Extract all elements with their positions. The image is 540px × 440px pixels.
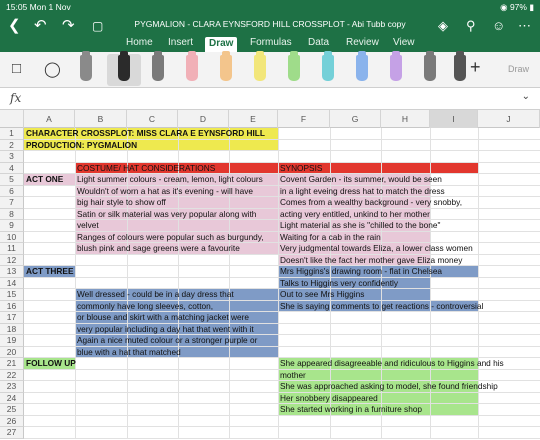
tab-formulas[interactable]: Formulas xyxy=(250,37,292,48)
cell-f14[interactable]: Talks to Higgins very confidently xyxy=(280,277,399,288)
tab-insert[interactable]: Insert xyxy=(168,37,194,48)
cell-f7[interactable]: Comes from a wealthy background - very snobby, xyxy=(280,197,462,207)
row-header-20[interactable]: 20 xyxy=(0,347,24,359)
row-header-22[interactable]: 22 xyxy=(0,370,24,382)
row-header-17[interactable]: 17 xyxy=(0,312,24,324)
cell-f22[interactable]: mother xyxy=(280,369,306,380)
cell-f23[interactable]: She was approached asking to model, she found friendship xyxy=(280,381,498,391)
cell-b6[interactable]: Wouldn't of worn a hat as it's evening - will have xyxy=(77,185,253,196)
row-header-14[interactable]: 14 xyxy=(0,278,24,290)
row-header-21[interactable]: 21 xyxy=(0,358,24,370)
row-header-12[interactable]: 12 xyxy=(0,255,24,267)
cell-b8[interactable]: Satin or silk material was very popular along with xyxy=(77,208,257,219)
tab-view[interactable]: View xyxy=(393,37,415,48)
cell-f15[interactable]: Out to see Mrs Higgins xyxy=(280,289,365,299)
column-header-c[interactable]: C xyxy=(127,110,178,128)
pen-3-icon[interactable] xyxy=(186,55,198,81)
cell-b15[interactable]: Well dressed - could be in a day dress that xyxy=(77,289,234,299)
row-header-25[interactable]: 25 xyxy=(0,404,24,416)
cell-a13[interactable]: ACT THREE xyxy=(26,266,74,276)
pen-10-icon[interactable] xyxy=(424,55,436,81)
row-header-18[interactable]: 18 xyxy=(0,324,24,336)
row-header-1[interactable]: 1 xyxy=(0,128,24,140)
column-header-row xyxy=(0,110,540,128)
ribbon-tabs xyxy=(0,37,540,51)
cell-b11[interactable]: blush pink and sage greens were a favourite xyxy=(77,243,240,253)
cell-b20[interactable]: blue with a hat that matched xyxy=(77,346,181,357)
row-header-7[interactable]: 7 xyxy=(0,197,24,209)
share-icon[interactable]: ☺ xyxy=(492,18,506,33)
cell-b9[interactable]: velvet xyxy=(77,220,99,230)
cell-b16[interactable]: commonly have long sleeves, cotton, xyxy=(77,300,214,311)
cell-f21[interactable]: She appeared disagreeable and ridiculous to Higgins and his xyxy=(280,358,504,368)
column-header-i[interactable]: I xyxy=(430,110,478,128)
pen-7-icon[interactable] xyxy=(322,55,334,81)
row-header-27[interactable]: 27 xyxy=(0,427,24,439)
status-battery: ◉ 97% ▮ xyxy=(500,2,534,12)
tab-draw[interactable]: Draw xyxy=(205,37,237,52)
tab-data[interactable]: Data xyxy=(308,37,330,48)
lasso-select-icon[interactable]: ◯ xyxy=(44,61,61,78)
cell-b19[interactable]: Again a nice muted colour or a stronger purple or xyxy=(77,335,258,345)
cell-f9[interactable]: Light material as she is "chilled to the bone" xyxy=(280,220,441,230)
cell-f5[interactable]: Covent Garden - its summer, would be seen xyxy=(280,174,442,184)
pen-5-icon[interactable] xyxy=(254,55,266,81)
select-all-corner[interactable] xyxy=(0,110,24,128)
row-header-8[interactable]: 8 xyxy=(0,209,24,221)
column-header-j[interactable]: J xyxy=(478,110,540,128)
select-objects-icon[interactable]: □ xyxy=(12,60,22,77)
column-header-d[interactable]: D xyxy=(178,110,229,128)
battery-percent: 97% xyxy=(509,2,527,12)
cell-b18[interactable]: very popular including a day hat that went with it xyxy=(77,323,254,334)
grid-line-horizontal xyxy=(24,426,540,427)
document-title: PYGMALION - CLARA EYNSFORD HILL CROSSPLOT - Abi Tubb copy xyxy=(134,19,406,29)
cell-a21[interactable]: FOLLOW UP xyxy=(26,358,76,368)
grid-body[interactable] xyxy=(0,128,540,440)
row-header-2[interactable]: 2 xyxy=(0,140,24,152)
undo-icon[interactable]: ↶ xyxy=(34,17,47,34)
cell-b5[interactable]: Light summer colours - cream, lemon, light colours xyxy=(77,174,263,184)
cell-a2[interactable]: PRODUCTION: PYGMALION xyxy=(26,139,138,150)
pen-4-icon[interactable] xyxy=(220,55,232,81)
cell-f8[interactable]: acting very entitled, unkind to her mother xyxy=(280,208,430,219)
pen-11-icon[interactable] xyxy=(454,55,466,81)
cell-f16[interactable]: She is saying comments to get reactions - controversial xyxy=(280,300,484,311)
cell-f10[interactable]: Waiting for a cab in the rain xyxy=(280,231,381,242)
row-header-23[interactable]: 23 xyxy=(0,381,24,393)
row-header-16[interactable]: 16 xyxy=(0,301,24,313)
cell-f4[interactable]: SYNOPSIS xyxy=(280,162,323,173)
draw-ribbon xyxy=(0,52,540,88)
cell-f25[interactable]: She started working in a furniture shop xyxy=(280,404,423,414)
cell-a5[interactable]: ACT ONE xyxy=(26,174,64,184)
chevron-down-icon[interactable]: ⌄ xyxy=(521,91,530,102)
draw-with-touch-label[interactable]: Draw xyxy=(508,64,530,74)
row-header-26[interactable]: 26 xyxy=(0,416,24,428)
column-header-a[interactable]: A xyxy=(24,110,75,128)
status-time: 15:05 Mon 1 Nov xyxy=(6,2,71,12)
row-header-11[interactable]: 11 xyxy=(0,243,24,255)
add-pen-icon[interactable]: + xyxy=(470,57,481,77)
column-header-g[interactable]: G xyxy=(330,110,381,128)
row-header-15[interactable]: 15 xyxy=(0,289,24,301)
row-header-6[interactable]: 6 xyxy=(0,186,24,198)
more-icon[interactable]: ⋯ xyxy=(518,18,531,33)
grid-line-horizontal xyxy=(24,438,540,439)
column-header-b[interactable]: B xyxy=(75,110,127,128)
cell-a1[interactable]: CHARACTER CROSSPLOT: MISS CLARA E EYNSFORD HILL xyxy=(26,128,265,138)
column-header-e[interactable]: E xyxy=(229,110,278,128)
row-header-9[interactable]: 9 xyxy=(0,220,24,232)
tab-review[interactable]: Review xyxy=(346,37,379,48)
row-header-5[interactable]: 5 xyxy=(0,174,24,186)
spreadsheet-grid[interactable] xyxy=(0,110,540,440)
row-header-24[interactable]: 24 xyxy=(0,393,24,405)
lightbulb-icon[interactable]: ◈ xyxy=(438,18,448,33)
cell-f24[interactable]: Her snobbery disappeared xyxy=(280,392,378,403)
cell-b7[interactable]: big hair style to show off xyxy=(77,197,166,207)
fx-icon: fx xyxy=(10,91,22,105)
redo-icon[interactable]: ↷ xyxy=(62,17,75,34)
cell-f11[interactable]: Very judgmental towards Eliza, a lower class women xyxy=(280,243,473,253)
file-icon[interactable]: ▢ xyxy=(92,19,104,33)
row-header-19[interactable]: 19 xyxy=(0,335,24,347)
title-bar xyxy=(0,17,540,35)
row-header-4[interactable]: 4 xyxy=(0,163,24,175)
pen-6-icon[interactable] xyxy=(288,55,300,81)
row-header-10[interactable]: 10 xyxy=(0,232,24,244)
cell-b4[interactable]: COSTUME/ HAT CONSIDERATIONS xyxy=(77,162,216,173)
pen-9-icon[interactable] xyxy=(390,55,402,81)
column-header-f[interactable]: F xyxy=(278,110,330,128)
cell-f13[interactable]: Mrs Higgins's drawing room - flat in Chelsea xyxy=(280,266,443,276)
cell-b17[interactable]: or blouse and skirt with a matching jacket were xyxy=(77,312,250,322)
back-icon[interactable]: ❮ xyxy=(8,17,21,34)
cell-f12[interactable]: Doesn't like the fact her mother gave Eliza money xyxy=(280,254,463,265)
pen-0-icon[interactable] xyxy=(80,55,92,81)
cell-b10[interactable]: Ranges of colours were popular such as burgundy, xyxy=(77,231,264,242)
row-header-13[interactable]: 13 xyxy=(0,266,24,278)
row-header-3[interactable]: 3 xyxy=(0,151,24,163)
column-header-h[interactable]: H xyxy=(381,110,430,128)
pen-2-icon[interactable] xyxy=(152,55,164,81)
cell-f6[interactable]: in a light eveing dress hat to match the dress xyxy=(280,185,445,196)
pen-8-icon[interactable] xyxy=(356,55,368,81)
formula-bar[interactable] xyxy=(0,88,540,110)
tab-home[interactable]: Home xyxy=(126,37,153,48)
pen-1-icon[interactable] xyxy=(118,55,130,81)
search-icon[interactable]: ⚲ xyxy=(466,18,476,33)
